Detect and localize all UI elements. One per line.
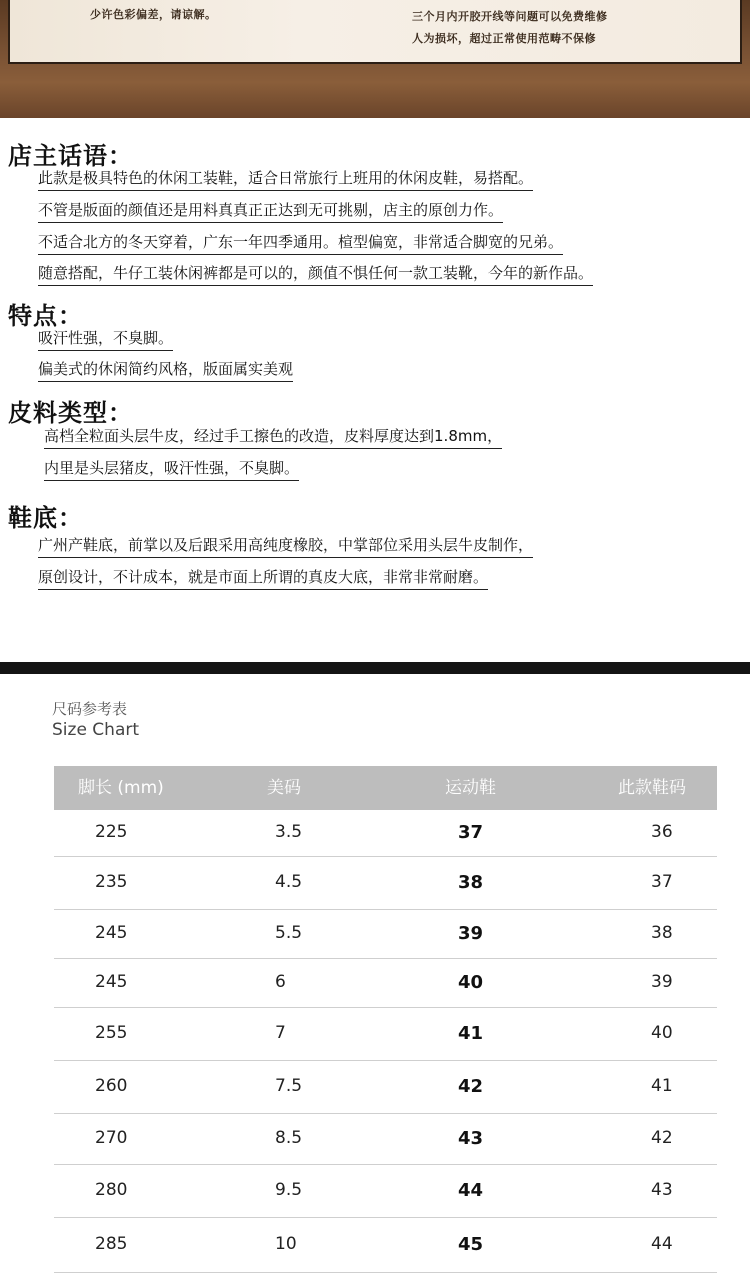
note-line: 不适合北方的冬天穿着，广东一年四季通用。楦型偏宽，非常适合脚宽的兄弟。: [38, 232, 563, 255]
cell-sneaker-size: 37: [458, 822, 484, 843]
table-row: [54, 910, 717, 959]
cell-this-shoe-size: 36: [651, 822, 673, 842]
cell-us-size: 5.5: [275, 923, 303, 943]
header-sneaker-size: 运动鞋: [445, 778, 496, 798]
cell-us-size: 7.5: [275, 1076, 303, 1096]
cell-sneaker-size: 41: [458, 1023, 484, 1044]
cell-this-shoe-size: 44: [651, 1234, 673, 1254]
cell-foot-length: 245: [95, 923, 128, 943]
cell-sneaker-size: 43: [458, 1128, 484, 1149]
table-row: [54, 857, 717, 910]
table-row: [54, 1218, 717, 1273]
cell-this-shoe-size: 38: [651, 923, 673, 943]
note-line: 偏美式的休闲简约风格，版面属实美观: [38, 359, 293, 382]
repair-policy-note: 三个月内开胶开线等问题可以免费维修: [412, 10, 608, 23]
note-line: 随意搭配，牛仔工装休闲裤都是可以的，颜值不惧任何一款工装靴，今年的新作品。: [38, 263, 593, 286]
note-line: 此款是极具特色的休闲工装鞋，适合日常旅行上班用的休闲皮鞋，易搭配。: [38, 168, 533, 191]
cell-foot-length: 235: [95, 872, 128, 892]
header-this-shoe-size: 此款鞋码: [618, 778, 686, 798]
size-chart-caption-en: Size Chart: [52, 720, 140, 740]
cell-foot-length: 280: [95, 1180, 128, 1200]
cell-this-shoe-size: 42: [651, 1128, 673, 1148]
section-divider: [0, 662, 750, 674]
note-line: 吸汗性强，不臭脚。: [38, 328, 173, 351]
cell-foot-length: 255: [95, 1023, 128, 1043]
cell-foot-length: 225: [95, 822, 128, 842]
cell-us-size: 7: [275, 1023, 286, 1043]
cell-us-size: 4.5: [275, 872, 303, 892]
cell-us-size: 6: [275, 972, 286, 992]
cell-us-size: 3.5: [275, 822, 303, 842]
cell-this-shoe-size: 39: [651, 972, 673, 992]
table-header: [54, 766, 717, 810]
top-banner: [0, 0, 750, 118]
size-chart-table: [54, 766, 717, 1273]
note-line: 原创设计，不计成本，就是市面上所谓的真皮大底，非常非常耐磨。: [38, 567, 488, 590]
cell-sneaker-size: 45: [458, 1234, 484, 1255]
header-foot-length: 脚长 (mm): [78, 778, 164, 798]
note-line: 不管是版面的颜值还是用料真真正正达到无可挑剔，店主的原创力作。: [38, 200, 503, 223]
cell-us-size: 10: [275, 1234, 297, 1254]
cell-foot-length: 285: [95, 1234, 128, 1254]
table-row: [54, 1165, 717, 1218]
note-line: 高档全粒面头层牛皮，经过手工擦色的改造，皮料厚度达到1.8mm，: [44, 426, 502, 449]
section-title-leather-type: 皮料类型：: [8, 399, 133, 427]
banner-notice-panel: [8, 0, 742, 64]
note-line: 广州产鞋底，前掌以及后跟采用高纯度橡胶，中掌部位采用头层牛皮制作，: [38, 535, 533, 558]
table-row: [54, 810, 717, 857]
size-chart-caption-cn: 尺码参考表: [52, 700, 128, 718]
table-row: [54, 1008, 717, 1061]
warranty-exclusion-note: 人为损坏，超过正常使用范畴不保修: [412, 32, 596, 45]
note-line: 内里是头层猪皮，吸汗性强，不臭脚。: [44, 458, 299, 481]
table-row: [54, 959, 717, 1008]
cell-sneaker-size: 44: [458, 1180, 484, 1201]
cell-foot-length: 260: [95, 1076, 128, 1096]
cell-us-size: 9.5: [275, 1180, 303, 1200]
cell-foot-length: 245: [95, 972, 128, 992]
cell-us-size: 8.5: [275, 1128, 303, 1148]
cell-sneaker-size: 40: [458, 972, 484, 993]
table-body: [54, 810, 717, 1273]
cell-sneaker-size: 39: [458, 923, 484, 944]
section-title-shopkeeper: 店主话语：: [8, 142, 133, 170]
section-title-sole: 鞋底：: [8, 504, 83, 532]
cell-this-shoe-size: 43: [651, 1180, 673, 1200]
table-row: [54, 1061, 717, 1114]
section-title-features: 特点：: [8, 302, 83, 330]
color-difference-note: 少许色彩偏差，请谅解。: [90, 8, 217, 21]
cell-sneaker-size: 38: [458, 872, 484, 893]
table-row: [54, 1114, 717, 1165]
cell-sneaker-size: 42: [458, 1076, 484, 1097]
cell-this-shoe-size: 40: [651, 1023, 673, 1043]
cell-this-shoe-size: 37: [651, 872, 673, 892]
cell-foot-length: 270: [95, 1128, 128, 1148]
header-us-size: 美码: [267, 778, 301, 798]
cell-this-shoe-size: 41: [651, 1076, 673, 1096]
